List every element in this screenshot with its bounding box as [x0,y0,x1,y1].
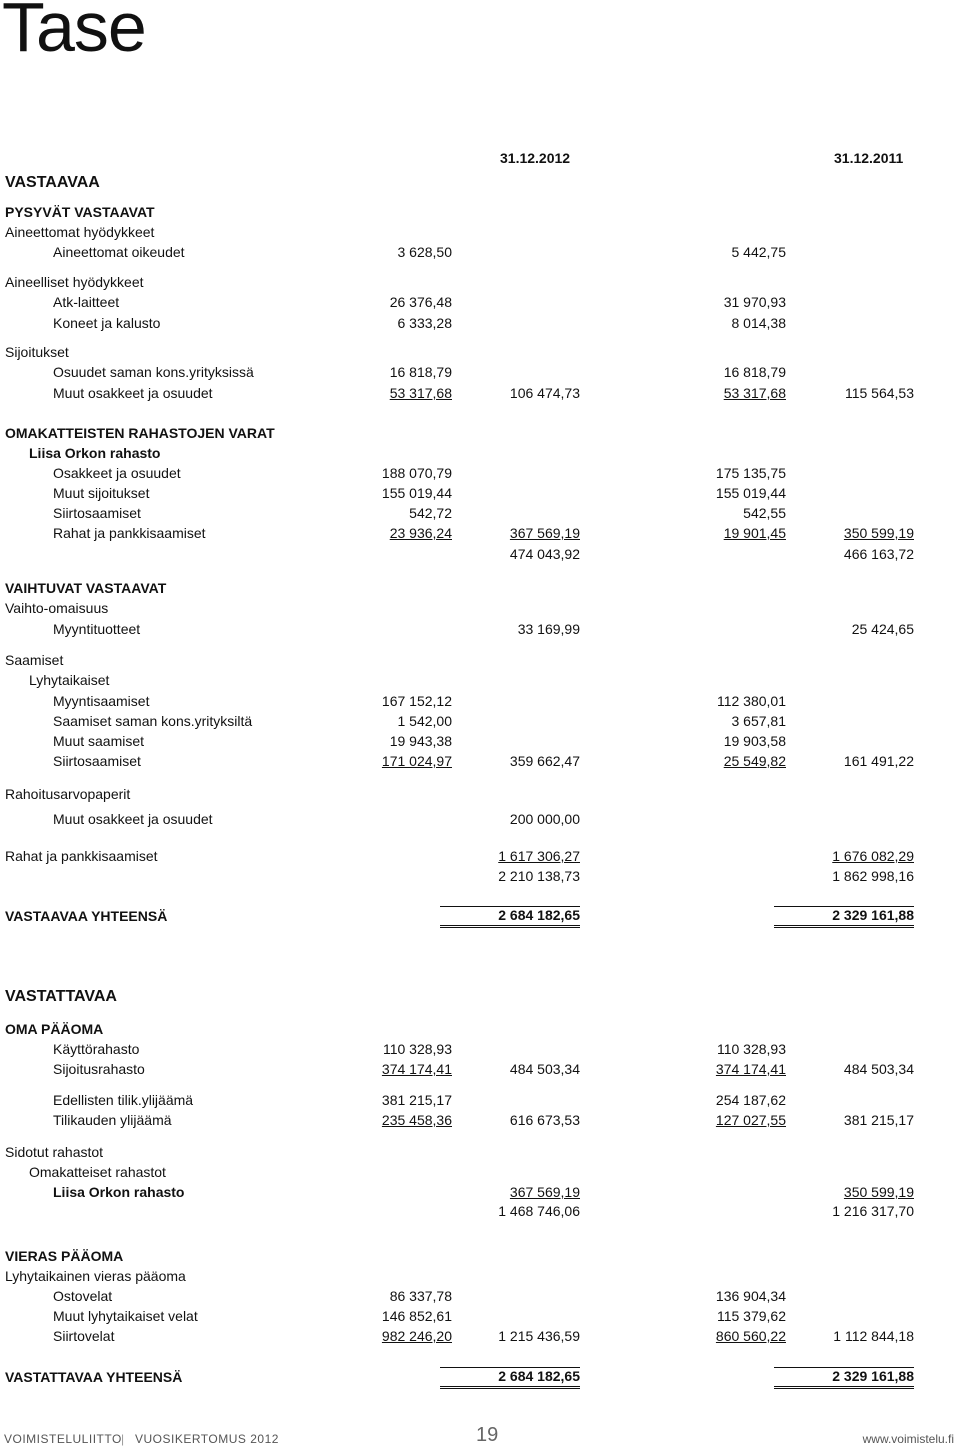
row-label: Sidotut rahastot [5,1144,104,1160]
row-label: Saamiset saman kons.yrityksiltä [53,713,253,729]
amount-cell: 3 628,50 [397,244,452,260]
amount-cell: 2 329 161,88 [774,906,914,928]
row-label: Muut lyhytaikaiset velat [53,1308,198,1324]
row-label: Aineettomat oikeudet [53,244,185,260]
table-row [0,751,960,771]
row-label: Liisa Orkon rahasto [29,445,161,461]
table-row [0,691,960,711]
row-label: Koneet ja kalusto [53,315,161,331]
page-number: 19 [476,1424,499,1446]
row-label: VASTAAVAA [5,174,100,191]
table-row [0,1142,960,1162]
row-label: Tilikauden ylijäämä [53,1112,172,1128]
table-row [0,650,960,670]
table-row [0,463,960,483]
row-label: Myyntisaamiset [53,693,150,709]
amount-cell: 350 599,19 [843,1184,914,1200]
row-label: Muut osakkeet ja osuudet [53,385,213,401]
table-row [0,1201,960,1221]
table-row [0,292,960,312]
table-row [0,342,960,362]
column-header-2011: 31.12.2011 [834,150,904,166]
amount-cell: 982 246,20 [381,1328,452,1344]
table-row [0,483,960,503]
amount-cell: 53 317,68 [389,385,452,401]
amount-cell: 359 662,47 [509,753,580,769]
amount-cell: 110 328,93 [716,1041,786,1057]
amount-cell: 2 684 182,65 [440,1367,580,1389]
row-label: Siirtosaamiset [53,753,141,769]
total-row [0,1367,960,1387]
amount-cell: 25 549,82 [723,753,786,769]
amount-cell: 175 135,75 [715,465,786,481]
table-row [0,523,960,543]
row-label: Siirtovelat [53,1328,115,1344]
row-label: Käyttörahasto [53,1041,140,1057]
amount-cell: 616 673,53 [509,1112,580,1128]
section-heading-row [0,1182,960,1202]
row-label: Aineettomat hyödykkeet [5,224,155,240]
row-label: VASTATTAVAA [5,988,117,1005]
table-row [0,1306,960,1326]
row-label: Rahoitusarvopaperit [5,786,131,802]
row-label: Muut saamiset [53,733,145,749]
table-row [0,1326,960,1346]
amount-cell: 16 818,79 [723,364,786,380]
row-label: Sijoitukset [5,344,69,360]
amount-cell: 350 599,19 [843,525,914,541]
row-label: Siirtosaamiset [53,505,141,521]
table-row [0,1110,960,1130]
table-row [0,598,960,618]
table-row [0,1162,960,1182]
amount-cell: 1 216 317,70 [832,1203,914,1219]
amount-cell: 167 152,12 [381,693,452,709]
amount-cell: 127 027,55 [715,1112,786,1128]
row-label: VASTATTAVAA YHTEENSÄ [5,1369,183,1385]
table-row [0,731,960,751]
amount-cell: 235 458,36 [381,1112,452,1128]
table-row [0,1039,960,1059]
amount-cell: 200 000,00 [509,811,580,827]
column-header-2012: 31.12.2012 [500,150,571,166]
amount-cell: 474 043,92 [509,546,580,562]
row-label: Muut sijoitukset [53,485,150,501]
footer-website-link[interactable]: www.voimistelu.fi [862,1432,954,1446]
row-label: Liisa Orkon rahasto [53,1184,185,1200]
row-label: Atk-laitteet [53,294,120,310]
table-row [0,670,960,690]
amount-cell: 146 852,61 [381,1308,452,1324]
row-label: VASTAAVAA YHTEENSÄ [5,908,168,924]
amount-cell: 53 317,68 [723,385,786,401]
amount-cell: 484 503,34 [843,1061,914,1077]
row-label: Saamiset [5,652,64,668]
amount-cell: 466 163,72 [843,546,914,562]
amount-cell: 542,72 [409,505,452,521]
section-heading-row [0,578,960,598]
row-label: Lyhytaikainen vieras pääoma [5,1268,186,1284]
row-label: Rahat ja pankkisaamiset [53,525,206,541]
amount-cell: 19 901,45 [723,525,786,541]
table-row [0,846,960,866]
section-heading-row [0,173,960,193]
section-heading-row [0,423,960,443]
amount-cell: 2 210 138,73 [498,868,580,884]
amount-cell: 23 936,24 [389,525,452,541]
amount-cell: 860 560,22 [715,1328,786,1344]
page-footer [0,1424,960,1446]
row-label: OMA PÄÄOMA [5,1021,104,1037]
amount-cell: 1 112 844,18 [833,1328,914,1344]
table-row [0,866,960,886]
amount-cell: 26 376,48 [389,294,452,310]
amount-cell: 86 337,78 [389,1288,452,1304]
table-row [0,383,960,403]
row-label: Aineelliset hyödykkeet [5,274,144,290]
row-label: Osakkeet ja osuudet [53,465,181,481]
row-label: Sijoitusrahasto [53,1061,145,1077]
amount-cell: 115 379,62 [716,1308,786,1324]
amount-cell: 1 676 082,29 [832,848,914,864]
row-label: OMAKATTEISTEN RAHASTOJEN VARAT [5,425,275,441]
row-label: Rahat ja pankkisaamiset [5,848,158,864]
amount-cell: 2 329 161,88 [774,1367,914,1389]
amount-cell: 19 903,58 [723,733,786,749]
amount-cell: 1 468 746,06 [498,1203,580,1219]
amount-cell: 8 014,38 [731,315,786,331]
row-label: VIERAS PÄÄOMA [5,1248,124,1264]
table-row [0,362,960,382]
amount-cell: 1 862 998,16 [832,868,914,884]
table-row [0,1059,960,1079]
amount-cell: 367 569,19 [509,525,580,541]
amount-cell: 1 617 306,27 [498,848,580,864]
table-row [0,544,960,564]
amount-cell: 155 019,44 [715,485,786,501]
amount-cell: 1 542,00 [397,713,452,729]
row-label: Omakatteiset rahastot [29,1164,166,1180]
row-label: Edellisten tilik.ylijäämä [53,1092,194,1108]
amount-cell: 33 169,99 [517,621,580,637]
amount-cell: 2 684 182,65 [440,906,580,928]
row-label: PYSYVÄT VASTAAVAT [5,204,155,220]
amount-cell: 161 491,22 [843,753,914,769]
amount-cell: 5 442,75 [731,244,786,260]
footer-separator: | [121,1432,125,1446]
section-heading-row [0,443,960,463]
amount-cell: 254 187,62 [715,1092,786,1108]
section-heading-row [0,987,960,1007]
amount-cell: 136 904,34 [715,1288,786,1304]
footer-organization: VOIMISTELULIITTO [4,1432,122,1446]
amount-cell: 1 215 436,59 [498,1328,580,1344]
section-heading-row [0,202,960,222]
table-row [0,619,960,639]
table-row [0,809,960,829]
amount-cell: 115 564,53 [844,385,914,401]
row-label: Myyntituotteet [53,621,141,637]
amount-cell: 155 019,44 [381,485,452,501]
amount-cell: 374 174,41 [715,1061,786,1077]
row-label: Muut osakkeet ja osuudet [53,811,213,827]
amount-cell: 6 333,28 [397,315,452,331]
row-label: Ostovelat [53,1288,113,1304]
row-label: VAIHTUVAT VASTAAVAT [5,580,167,596]
table-row [0,272,960,292]
amount-cell: 3 657,81 [731,713,786,729]
row-label: Vaihto-omaisuus [5,600,109,616]
amount-cell: 16 818,79 [389,364,452,380]
table-row [0,784,960,804]
amount-cell: 374 174,41 [381,1061,452,1077]
table-row [0,242,960,262]
row-label: Lyhytaikaiset [29,672,110,688]
section-heading-row [0,1246,960,1266]
total-row [0,906,960,926]
section-heading-row [0,1019,960,1039]
page-title: Tase [2,0,146,66]
amount-cell: 25 424,65 [851,621,914,637]
row-label: Osuudet saman kons.yrityksissä [53,364,254,380]
table-row [0,503,960,523]
amount-cell: 110 328,93 [382,1041,452,1057]
table-row [0,222,960,242]
table-row [0,313,960,333]
amount-cell: 106 474,73 [509,385,580,401]
amount-cell: 112 380,01 [716,693,786,709]
amount-cell: 484 503,34 [509,1061,580,1077]
amount-cell: 31 970,93 [723,294,786,310]
amount-cell: 381 215,17 [381,1092,452,1108]
amount-cell: 542,55 [743,505,786,521]
table-row [0,711,960,731]
footer-report-title: VUOSIKERTOMUS 2012 [135,1432,279,1446]
table-row [0,1090,960,1110]
amount-cell: 381 215,17 [843,1112,914,1128]
amount-cell: 188 070,79 [381,465,452,481]
amount-cell: 367 569,19 [509,1184,580,1200]
table-row [0,1266,960,1286]
table-row [0,1286,960,1306]
amount-cell: 171 024,97 [381,753,452,769]
amount-cell: 19 943,38 [389,733,452,749]
